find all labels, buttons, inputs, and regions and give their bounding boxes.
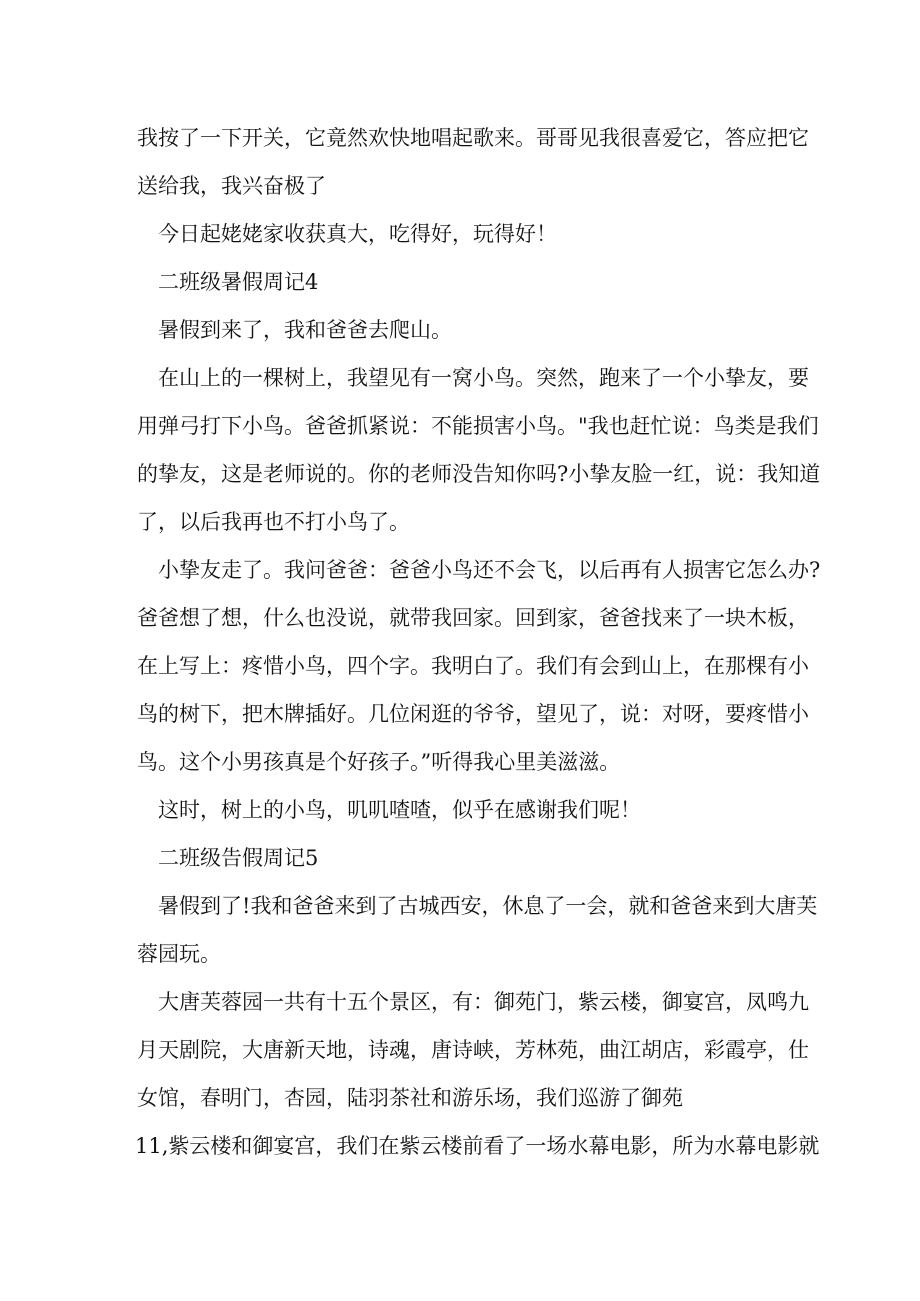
text-line: 我按了一下开关，它竟然欢快地唱起歌来。哥哥见我很喜爱它，答应把它	[137, 126, 809, 150]
text-line: 月天剧院，大唐新天地，诗魂，唐诗峡，芳林苑，曲江胡店，彩霞亭，仕	[137, 1038, 809, 1062]
text-line: 爸爸想了想，什么也没说，就带我回家。回到家，爸爸找来了一块木板，	[137, 606, 809, 630]
text-line: 在山上的一棵树上，我望见有一窝小鸟。突然，跑来了一个小挚友，要	[158, 366, 809, 390]
text-line: 今日起姥姥家收获真大，吃得好，玩得好！	[158, 222, 557, 246]
text-line: 送给我，我兴奋极了	[137, 174, 326, 198]
text-line: 蓉园玩。	[137, 942, 221, 966]
text-line: 女馆，春明门，杏园，陆羽茶社和游乐场，我们巡游了御苑	[137, 1086, 683, 1110]
text-line: 暑假到来了，我和爸爸去爬山。	[158, 318, 452, 342]
text-line: 的挚友，这是老师说的。你的老师没告知你吗?小挚友脸一红，说：我知道	[137, 462, 821, 486]
text-line: 鸟。这个小男孩真是个好孩子。”听得我心里美滋滋。	[137, 750, 621, 774]
section-heading: 二班级告假周记5	[158, 846, 319, 870]
text-line: 大唐芙蓉园一共有十五个景区，有：御苑门，紫云楼，御宴宫，凤鸣九	[158, 990, 809, 1014]
text-line: 了，以后我再也不打小鸟了。	[137, 510, 410, 534]
text-line: 鸟的树下，把木牌插好。几位闲逛的爷爷，望见了，说：对呀，要疼惜小	[137, 702, 809, 726]
section-heading: 二班级暑假周记4	[158, 270, 319, 294]
text-line: 在上写上：疼惜小鸟，四个字。我明白了。我们有会到山上，在那棵有小	[137, 654, 809, 678]
text-line: 11,紫云楼和御宴宫，我们在紫云楼前看了一场水幕电影，所为水幕电影就	[135, 1134, 820, 1158]
text-line: 小挚友走了。我问爸爸：爸爸小鸟还不会飞，以后再有人损害它怎么办?	[158, 558, 821, 582]
text-line: 用弹弓打下小鸟。爸爸抓紧说：不能损害小鸟。"我也赶忙说：鸟类是我们	[137, 414, 819, 438]
text-line: 暑假到了!我和爸爸来到了古城西安，休息了一会，就和爸爸来到大唐芙	[158, 894, 818, 918]
text-line: 这时，树上的小鸟，叽叽喳喳，似乎在感谢我们呢！	[158, 798, 641, 822]
document-body	[135, 114, 821, 1170]
